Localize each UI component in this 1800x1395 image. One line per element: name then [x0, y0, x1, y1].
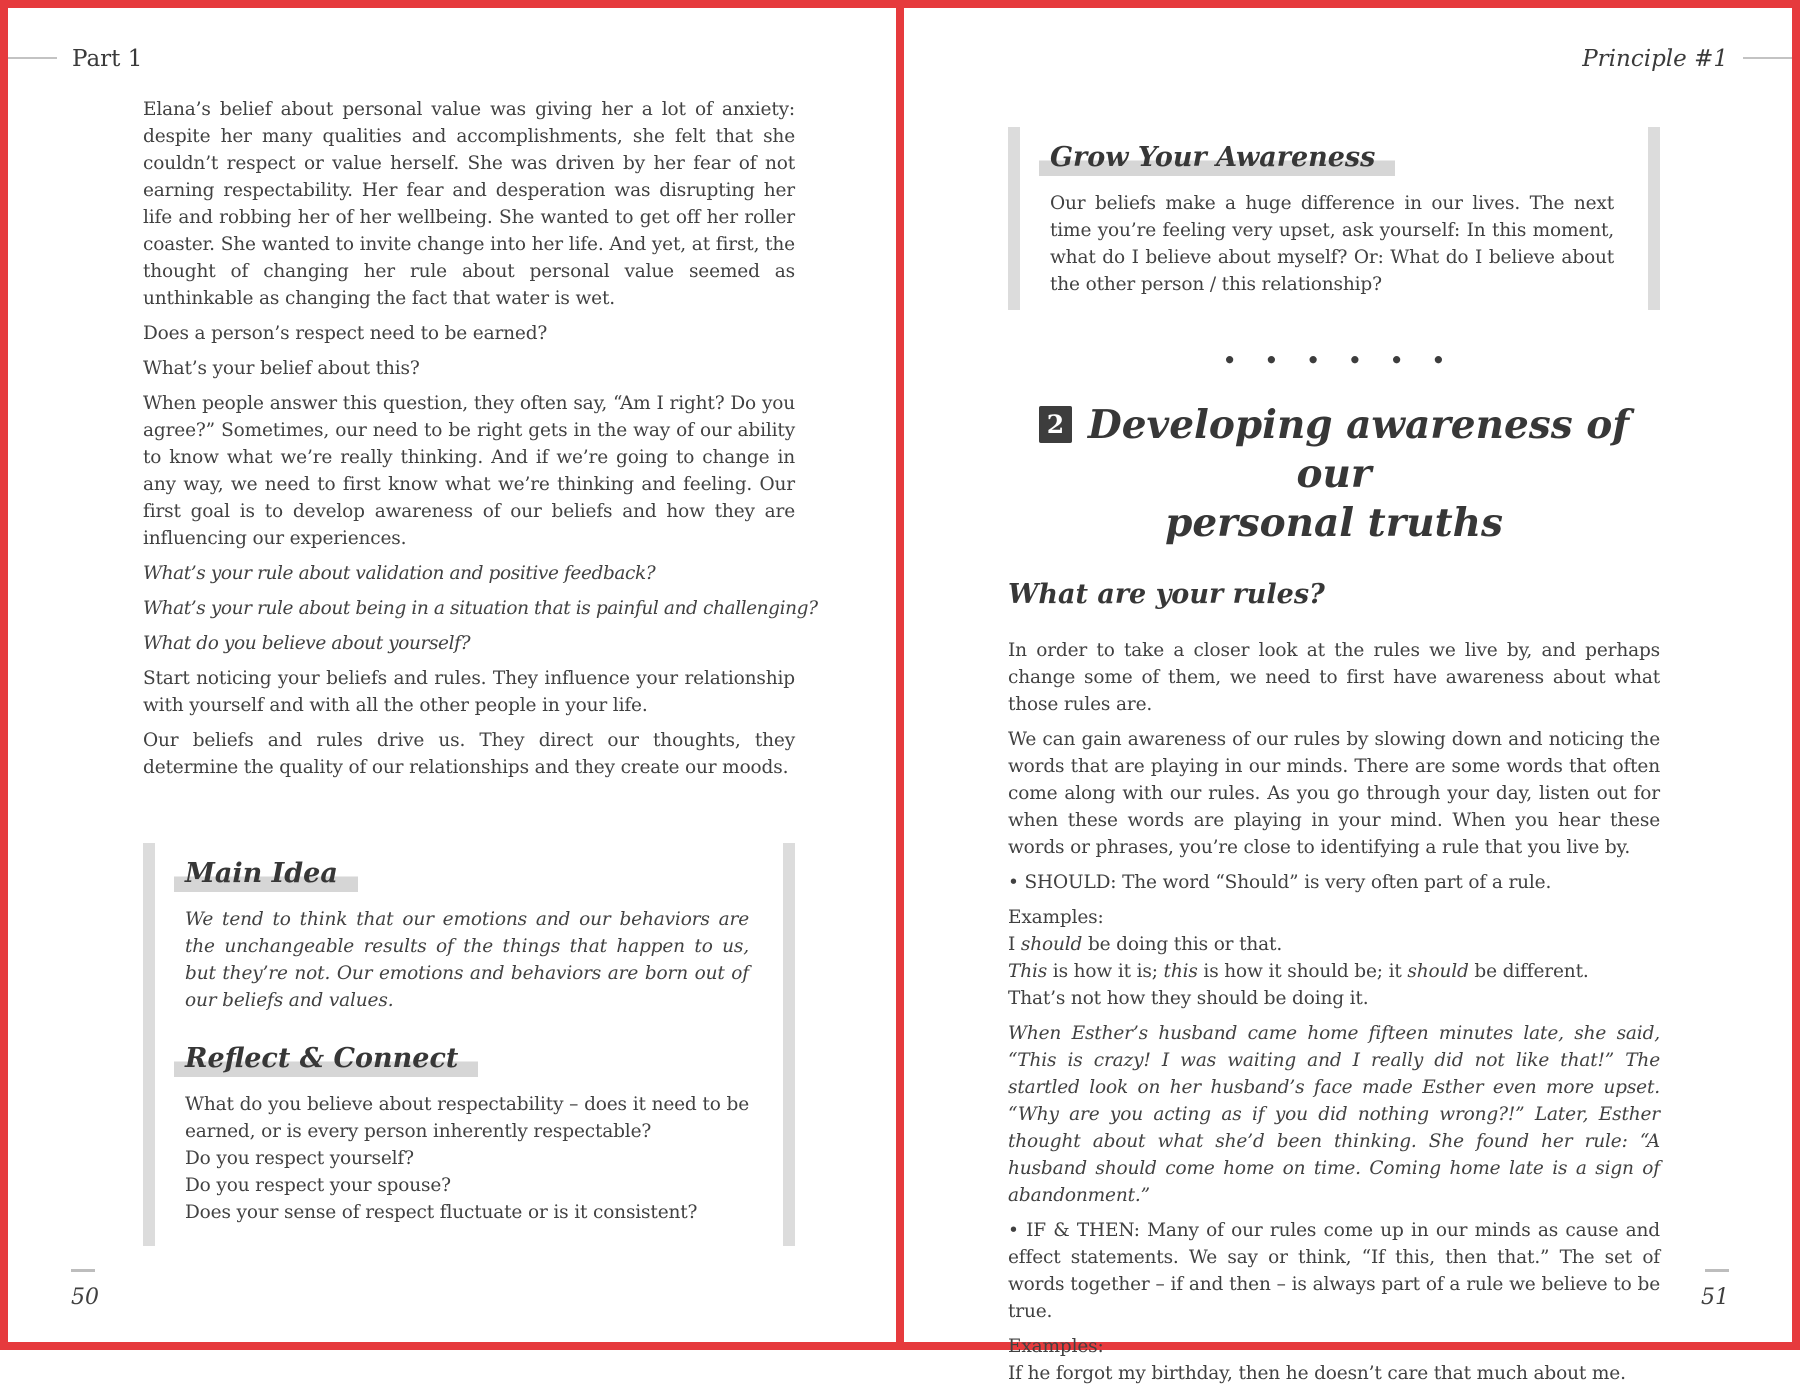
examples-ifthen-block: [1008, 1333, 1660, 1387]
running-header-left-label: Part 1: [72, 46, 143, 72]
grow-awareness-callout: [1008, 127, 1660, 310]
running-header-right-label: Principle #1: [1582, 46, 1728, 72]
paragraph-beliefs-drive-us: Our beliefs and rules drive us. They direct our thoughts, they determine the quality of our relationships and they create our moods.: [143, 730, 795, 778]
page-left: [8, 8, 896, 1342]
paragraph-elana: Elana’s belief about personal value was giving her a lot of anxiety: despite her many qualities and accomplishments, she felt that she couldn’t respect or value herself. She was driven by her fear of not earning respectability. Her fear and desperation was disrupting her life and robbing her of her wellbeing. She wanted to get off her roller coaster. She wanted to invite change into her life. And yet, at first, the thought of changing her rule about personal value seemed as unthinkable as changing the fact that water is wet.: [143, 99, 795, 309]
header-rule-icon: [1743, 57, 1792, 59]
example-thats-not: That’s not how they should be doing it.: [1008, 988, 1369, 1009]
paragraph-esther-story: When Esther’s husband came home fifteen minutes late, she said, “This is crazy! I was waiting and I really did not like that!” The startled look on her husband’s face made Esther even more upset. “Why are you acting as if you did nothing wrong?!” Later, Esther thought about what she’d been thinking. She found her rule: “A husband should come home on time. Coming home late is a sign of abandonment.”: [1008, 1023, 1660, 1206]
callout-right-bar: [1648, 127, 1660, 310]
paragraph-gain-awareness: We can gain awareness of our rules by slowing down and noticing the words that are playing in our minds. There are some words that often come along with our rules. As you go through your day, listen out for when these words are playing in your mind. When you hear these words or phrases, you’re close to identifying a rule that you live by.: [1008, 729, 1660, 858]
chapter-number-badge: 2: [1039, 406, 1072, 443]
left-text-column: [143, 96, 818, 1246]
chapter-title: [1008, 401, 1660, 548]
main-idea-callout: [143, 843, 795, 1246]
italic-question-validation: What’s your rule about validation and positive feedback?: [143, 563, 656, 584]
reflect-line-respect-fluctuate: Does your sense of respect fluctuate or is it consistent?: [185, 1202, 698, 1223]
reflect-connect-heading: Reflect & Connect: [185, 1042, 749, 1076]
question-respect-earned: Does a person’s respect need to be earned?: [143, 323, 548, 344]
page-number-left-value: 50: [71, 1285, 99, 1310]
chapter-title-line2: personal truths: [1165, 500, 1503, 546]
right-text-column: [1008, 127, 1660, 1395]
page-number-left: [71, 1269, 99, 1310]
reflect-question: What do you believe about respectability – does it need to be earned, or is every person inherently respectable?: [185, 1094, 749, 1142]
italic-question-painful: What’s your rule about being in a situation that is painful and challenging?: [143, 598, 818, 619]
running-header-right: [1582, 46, 1792, 72]
reflect-question-lines: [185, 1145, 749, 1226]
bullet-if-then: • IF & THEN: Many of our rules come up in our minds as cause and effect statements. We say or think, “If this, then that.” The set of words together – if and then – is always part of a rule we believe to be true.: [1008, 1220, 1660, 1322]
running-header-left: [8, 46, 142, 72]
bullet-should: • SHOULD: The word “Should” is very often part of a rule.: [1008, 872, 1552, 893]
header-rule-icon: [8, 57, 57, 59]
callout-left-bar: [1008, 127, 1020, 310]
chapter-title-line1: 2 Developing awareness of our: [1008, 401, 1660, 499]
example-this-is: This is how it is; this is how it should be; it should be different.: [1008, 961, 1589, 982]
grow-awareness-heading: Grow Your Awareness: [1050, 141, 1614, 175]
paragraph-when-people: When people answer this question, they often say, “Am I right? Do you agree?” Sometimes, our need to be right gets in the way of our ability to know what we’re really thinking. And if we’re going to change in any way, we need to first know what we’re thinking and feeling. Our first goal is to develop awareness of our beliefs and how they are influencing our experiences.: [143, 393, 795, 549]
page-number-rule-icon: [1705, 1269, 1729, 1272]
page-number-rule-icon: [71, 1269, 95, 1272]
main-idea-text: We tend to think that our emotions and our behaviors are the unchangeable results of the things that happen to us, but they’re not. Our emotions and behaviors are born out of our beliefs and values.: [185, 909, 749, 1011]
examples-should-block: [1008, 904, 1660, 1012]
example-birthday: If he forgot my birthday, then he doesn’t care that much about me.: [1008, 1363, 1626, 1384]
examples-label: Examples:: [1008, 1336, 1104, 1357]
callout-left-bar: [143, 843, 155, 1246]
callout-right-bar: [783, 843, 795, 1246]
dots-icon: ••••••: [1222, 346, 1473, 375]
main-idea-heading: Main Idea: [185, 857, 749, 891]
grow-awareness-text: Our beliefs make a huge difference in our lives. The next time you’re feeling very upset, ask yourself: In this moment, what do I believe about myself? Or: What do I believe about the other person / this relationship?: [1050, 193, 1614, 295]
example-i-should: I should be doing this or that.: [1008, 934, 1283, 955]
italic-question-yourself: What do you believe about yourself?: [143, 633, 471, 654]
question-your-belief: What’s your belief about this?: [143, 358, 420, 379]
reflect-line-respect-yourself: Do you respect yourself?: [185, 1148, 414, 1169]
page-number-right: [1701, 1269, 1729, 1310]
page-right: [904, 8, 1792, 1384]
section-dots-separator: [1008, 346, 1660, 375]
reflect-line-respect-spouse: Do you respect your spouse?: [185, 1175, 451, 1196]
subheading-what-are-your-rules: What are your rules?: [1008, 579, 1325, 610]
paragraph-in-order: In order to take a closer look at the rules we live by, and perhaps change some of them, we need to first have awareness about what those rules are.: [1008, 640, 1660, 715]
examples-label: Examples:: [1008, 907, 1104, 928]
paragraph-start-noticing: Start noticing your beliefs and rules. They influence your relationship with yourself and with all the other people in your life.: [143, 668, 795, 716]
page-number-right-value: 51: [1701, 1285, 1729, 1310]
